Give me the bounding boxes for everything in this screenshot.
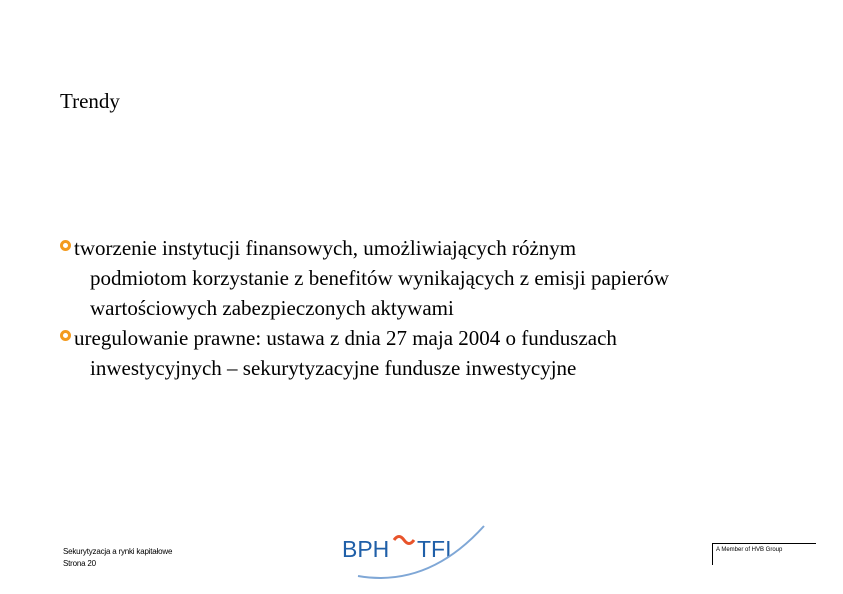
bullet-text-continuation: inwestycyjnych – sekurytyzacyjne fundusze inwestycyjne (90, 356, 577, 380)
bullet-text-first-line: uregulowanie prawne: ustawa z dnia 27 maja 2004 o funduszach (74, 326, 617, 350)
bph-tfi-logo (338, 520, 490, 584)
footer-left (63, 546, 172, 570)
footer-page-number: Strona 20 (63, 559, 96, 568)
logo-text-tfi: TFI (417, 536, 452, 562)
logo-wave-icon (394, 537, 414, 544)
logo-text-bph: BPH (342, 536, 390, 562)
footer-right: A Member of HVB Group (712, 543, 816, 565)
bullet-item (60, 233, 780, 323)
bullet-circle-icon (60, 330, 71, 341)
footer-document-title: Sekurytyzacja a rynki kapitałowe (63, 547, 173, 556)
slide-title: Trendy (60, 89, 120, 113)
bullet-circle-icon (60, 240, 71, 251)
bullet-list (60, 233, 780, 383)
bullet-text-continuation: podmiotom korzystanie z benefitów wynikających z emisji papierów wartościowych zabezpieczonych aktywami (90, 266, 670, 320)
bullet-text-first-line: tworzenie instytucji finansowych, umożliwiających różnym (74, 236, 577, 260)
bullet-item (60, 323, 780, 383)
